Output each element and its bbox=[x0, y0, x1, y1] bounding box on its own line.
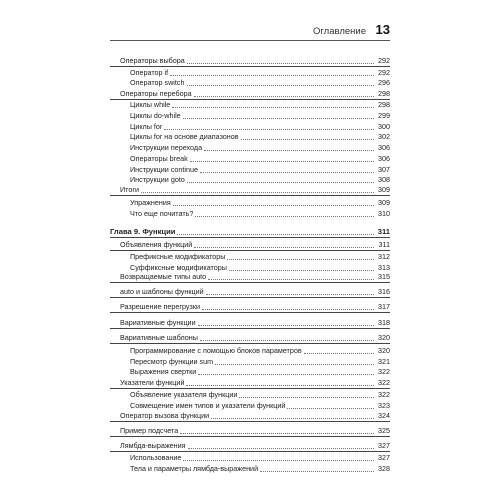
toc-entry-label: Пересмотр функции sum bbox=[130, 357, 214, 366]
toc-entry-label: Объявления функций bbox=[120, 240, 193, 249]
toc-entry-page: 310 bbox=[378, 209, 390, 218]
toc-entry-page: 315 bbox=[378, 272, 390, 281]
toc-entry bbox=[110, 111, 390, 121]
toc-entry-label: Лямбда-выражения bbox=[120, 441, 186, 450]
toc-entry-label: Возвращаемые типы auto bbox=[120, 272, 207, 281]
dot-leader bbox=[195, 216, 374, 217]
toc-entry bbox=[110, 318, 390, 328]
toc-entry-page: 316 bbox=[378, 287, 390, 296]
toc-chapter-page: 311 bbox=[377, 227, 390, 236]
toc-entry-label: Упражнения bbox=[130, 198, 171, 207]
toc-entry bbox=[110, 401, 390, 411]
toc-entry bbox=[110, 302, 390, 312]
toc-entry-page: 322 bbox=[378, 367, 390, 376]
toc-entry-label: Программирование с помощью блоков параметров bbox=[130, 346, 302, 355]
toc-entry-page: 311 bbox=[378, 240, 390, 249]
toc-entry-label: auto и шаблоны функций bbox=[120, 287, 204, 296]
toc-entry-page: 320 bbox=[378, 333, 390, 342]
toc-entry bbox=[110, 56, 390, 66]
toc-entry-page: 309 bbox=[378, 185, 390, 194]
toc-entry-label: Суффиксные модификаторы bbox=[130, 263, 227, 272]
toc-chapter-label: Глава 9. Функции bbox=[110, 227, 176, 236]
dot-leader bbox=[198, 325, 374, 326]
toc-entry-label: Операторы break bbox=[130, 154, 188, 163]
dot-leader bbox=[170, 75, 374, 76]
toc-entry-page: 320 bbox=[378, 346, 390, 355]
toc-entry-page: 292 bbox=[378, 68, 390, 77]
dot-leader bbox=[239, 397, 374, 398]
dot-leader bbox=[172, 107, 374, 108]
toc-entry-page: 324 bbox=[378, 411, 390, 420]
toc-entry bbox=[110, 333, 390, 343]
toc-entry bbox=[110, 378, 390, 388]
toc-entry-label: Оператор if bbox=[130, 68, 169, 77]
toc-entry-page: 302 bbox=[378, 132, 390, 141]
dot-leader bbox=[200, 340, 374, 341]
toc-chapter bbox=[110, 227, 390, 237]
toc-entry-label: Циклы do-while bbox=[130, 111, 181, 120]
toc-entry-label: Операторы выбора bbox=[120, 56, 185, 65]
toc-entry-page: 325 bbox=[378, 426, 390, 435]
dot-leader bbox=[187, 182, 374, 183]
toc-entry-label: Оператор вызова функции bbox=[120, 411, 210, 420]
toc-entry bbox=[110, 185, 390, 195]
toc-entry-label: Использование bbox=[130, 453, 182, 462]
dot-leader bbox=[198, 374, 374, 375]
toc-entry-page: 298 bbox=[378, 100, 390, 109]
page-number: 13 bbox=[375, 22, 390, 37]
toc-entry bbox=[110, 240, 390, 250]
toc-entry-label: Итоги bbox=[120, 185, 140, 194]
toc-entry bbox=[110, 100, 390, 110]
dot-leader bbox=[177, 234, 374, 235]
dot-leader bbox=[183, 460, 374, 461]
dot-leader bbox=[260, 471, 374, 472]
toc-entry-page: 322 bbox=[378, 378, 390, 387]
dot-leader bbox=[141, 192, 374, 193]
toc-entry-label: Вариативные функции bbox=[120, 318, 196, 327]
toc-entry bbox=[110, 287, 390, 297]
toc-entry-label: Выражения свертки bbox=[130, 367, 197, 376]
toc-entry-page: 292 bbox=[378, 56, 390, 65]
toc-entry-label: Пример подсчета bbox=[120, 426, 179, 435]
dot-leader bbox=[187, 63, 374, 64]
dot-leader bbox=[190, 161, 374, 162]
toc-entry-page: 321 bbox=[378, 357, 390, 366]
dot-leader bbox=[206, 294, 374, 295]
toc-entry-label: Что еще почитать? bbox=[130, 209, 194, 218]
toc-entry-label: Оператор switch bbox=[130, 78, 185, 87]
dot-leader bbox=[208, 279, 374, 280]
dot-leader bbox=[304, 353, 374, 354]
toc-entry-page: 309 bbox=[378, 198, 390, 207]
toc-entry bbox=[110, 441, 390, 451]
dot-leader bbox=[164, 129, 374, 130]
dot-leader bbox=[241, 139, 374, 140]
dot-leader bbox=[287, 408, 374, 409]
toc-entry-label: Инструкции continue bbox=[130, 165, 198, 174]
dot-leader bbox=[183, 118, 374, 119]
toc-entry-label: Совмещение имен типов и указатели функций bbox=[130, 401, 286, 410]
toc-entry-page: 300 bbox=[378, 122, 390, 131]
toc-entry-page: 317 bbox=[378, 302, 390, 311]
dot-leader bbox=[194, 247, 374, 248]
toc-entry-page: 298 bbox=[378, 89, 390, 98]
toc-entry bbox=[110, 143, 390, 153]
dot-leader bbox=[188, 448, 374, 449]
toc-entry bbox=[110, 122, 390, 132]
toc-entry-page: 313 bbox=[378, 263, 390, 272]
toc-entry bbox=[110, 272, 390, 282]
toc-entry-label: Префиксные модификаторы bbox=[130, 252, 226, 261]
toc-entry-page: 306 bbox=[378, 154, 390, 163]
toc-entry bbox=[110, 198, 390, 208]
toc-entry bbox=[110, 357, 390, 367]
dot-leader bbox=[173, 205, 374, 206]
toc-entry-label: Указатели функций bbox=[120, 378, 185, 387]
toc-entry-page: 306 bbox=[378, 143, 390, 152]
header-rule bbox=[110, 40, 390, 41]
toc-entry-page: 296 bbox=[378, 78, 390, 87]
toc-entry-page: 328 bbox=[378, 464, 390, 473]
toc-entry-label: Циклы while bbox=[130, 100, 171, 109]
toc-entry bbox=[110, 464, 390, 474]
dot-leader bbox=[194, 96, 374, 97]
toc-entry-page: 308 bbox=[378, 175, 390, 184]
toc-entry bbox=[110, 346, 390, 356]
toc-entry-page: 327 bbox=[378, 441, 390, 450]
dot-leader bbox=[215, 364, 374, 365]
dot-leader bbox=[187, 85, 375, 86]
toc-entry-page: 318 bbox=[378, 318, 390, 327]
toc-entry-page: 322 bbox=[378, 390, 390, 399]
dot-leader bbox=[180, 433, 374, 434]
toc-entry bbox=[110, 390, 390, 400]
toc-entry-page: 299 bbox=[378, 111, 390, 120]
dot-leader bbox=[204, 150, 374, 151]
toc-entry-label: Тела и параметры лямбда-выражений bbox=[130, 464, 259, 473]
toc-entry-page: 323 bbox=[378, 401, 390, 410]
toc-entry-label: Инструкции goto bbox=[130, 175, 185, 184]
toc-entry-page: 307 bbox=[378, 165, 390, 174]
toc-entry bbox=[110, 209, 390, 219]
toc-entry bbox=[110, 165, 390, 175]
toc-entry bbox=[110, 78, 390, 88]
dot-leader bbox=[229, 270, 374, 271]
running-header bbox=[110, 22, 390, 40]
toc-entry bbox=[110, 132, 390, 142]
toc-entry bbox=[110, 175, 390, 185]
toc-entry-label: Операторы перебора bbox=[120, 89, 192, 98]
toc-entry bbox=[110, 252, 390, 262]
toc-entry-label: Объявление указателя функции bbox=[130, 390, 238, 399]
dot-leader bbox=[211, 418, 374, 419]
toc-entry-label: Вариативные шаблоны bbox=[120, 333, 198, 342]
toc-entry-label: Циклы for bbox=[130, 122, 163, 131]
toc-entry bbox=[110, 68, 390, 78]
dot-leader bbox=[186, 385, 374, 386]
dot-leader bbox=[227, 259, 374, 260]
toc-entry-label: Циклы for на основе диапазонов bbox=[130, 132, 239, 141]
toc-entry bbox=[110, 453, 390, 463]
toc-entry bbox=[110, 367, 390, 377]
toc-entry-page: 327 bbox=[378, 453, 390, 462]
toc-entry bbox=[110, 411, 390, 421]
toc-entry bbox=[110, 89, 390, 99]
dot-leader bbox=[202, 309, 374, 310]
toc-entry bbox=[110, 426, 390, 436]
toc-entry-label: Разрешение перегрузки bbox=[120, 302, 200, 311]
running-header-title: Оглавление bbox=[313, 26, 366, 37]
toc-entry-label: Инструкции перехода bbox=[130, 143, 203, 152]
toc-entry-page: 312 bbox=[378, 252, 390, 261]
dot-leader bbox=[200, 172, 374, 173]
toc-entry bbox=[110, 154, 390, 164]
